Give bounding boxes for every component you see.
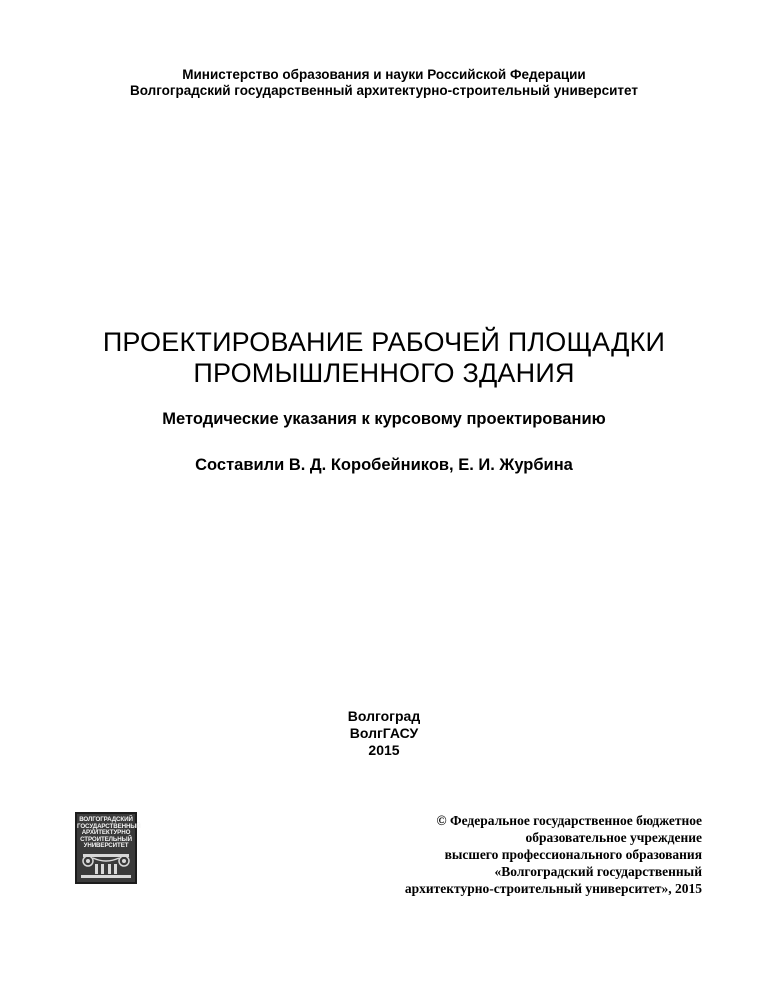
ionic-capital-icon	[77, 814, 141, 882]
title-line-1: ПРОЕКТИРОВАНИЕ РАБОЧЕЙ ПЛОЩАДКИ	[102, 327, 666, 357]
logo-text-line: ВОЛГОГРАДСКИЙ	[79, 816, 133, 823]
ministry-header	[0, 67, 768, 99]
logo-text-line: АРХИТЕКТУРНО	[81, 829, 131, 837]
imprint-city: Волгоград	[347, 708, 421, 724]
document-subtitle: Методические указания к курсовому проектированию	[162, 410, 606, 428]
imprint-publisher: ВолгГАСУ	[349, 725, 419, 741]
copyright-line-1: © Федеральное государственное бюджетное	[436, 813, 702, 828]
copyright-line-5: архитектурно-строительный университет», 2015	[404, 881, 702, 896]
title-line-2: ПРОМЫШЛЕННОГО ЗДАНИЯ	[193, 358, 575, 388]
logo-text-line: УНИВЕРСИТЕТ	[83, 842, 129, 850]
ministry-line-1: Министерство образования и науки Российской Федерации	[182, 67, 586, 82]
imprint-year: 2015	[368, 742, 400, 758]
authors-line: Составили В. Д. Коробейников, Е. И. Журбина	[195, 456, 573, 474]
copyright-block	[322, 812, 702, 897]
imprint-block	[0, 708, 768, 759]
ministry-line-2: Волгоградский государственный архитектурно-строительный университет	[130, 83, 638, 98]
logo-text-line: ГОСУДАРСТВЕННЫЙ	[77, 822, 141, 830]
copyright-line-4: «Волгоградский государственный	[494, 864, 702, 879]
document-title	[0, 327, 768, 389]
copyright-line-3: высшего профессионального образования	[444, 847, 702, 862]
logo-text-line: СТРОИТЕЛЬНЫЙ	[80, 835, 132, 843]
university-emblem-icon	[75, 812, 141, 884]
copyright-line-2: образовательное учреждение	[525, 830, 702, 845]
